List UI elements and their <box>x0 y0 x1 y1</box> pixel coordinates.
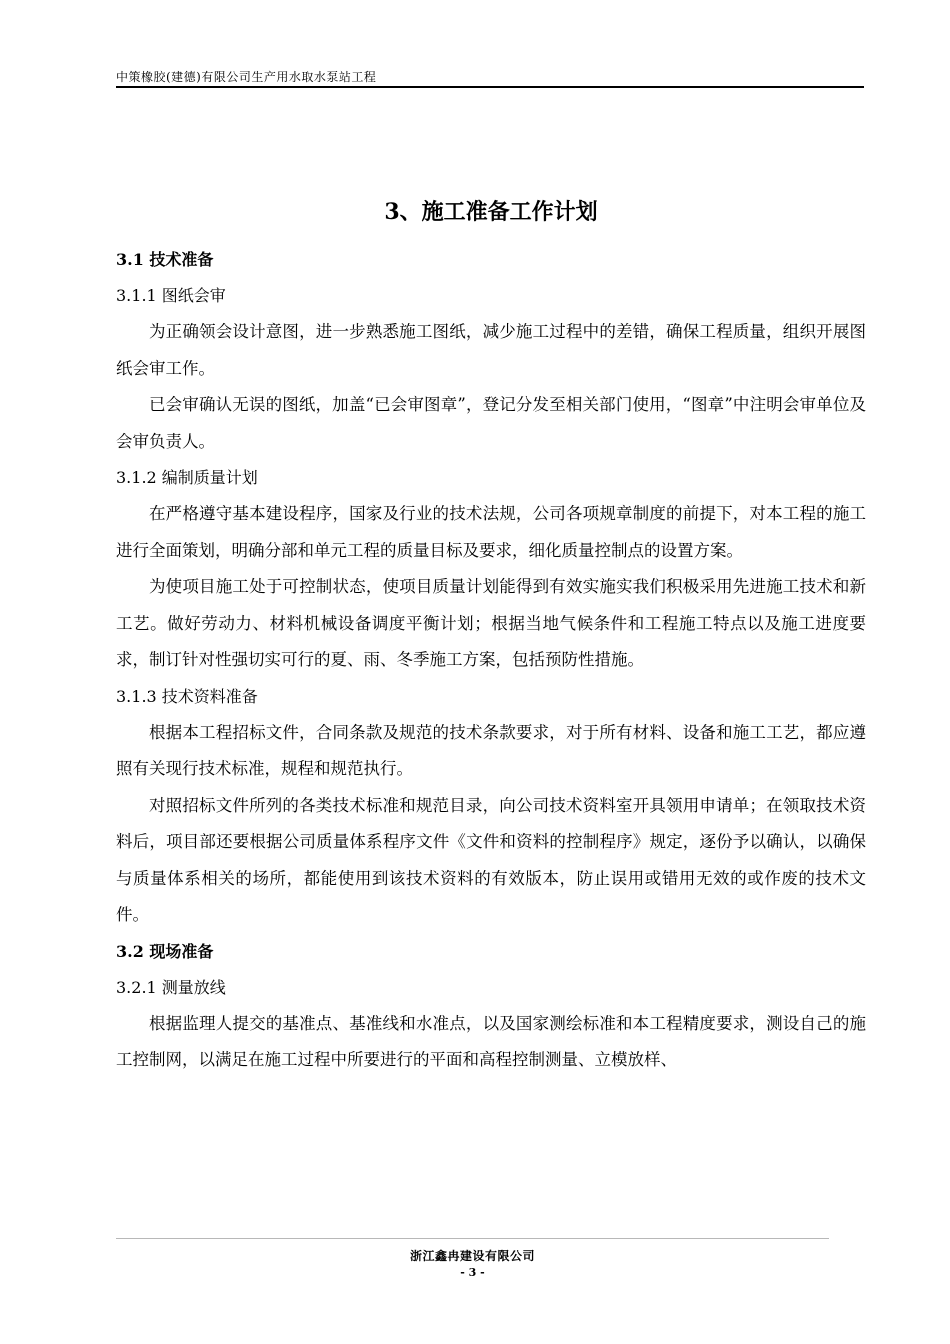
paragraph: 根据本工程招标文件，合同条款及规范的技术条款要求，对于所有材料、设备和施工工艺，都应遵照有关现行技术标准，规程和规范执行。 <box>116 722 866 778</box>
header-title: 中策橡胶(建德)有限公司生产用水取水泵站工程 <box>116 70 377 84</box>
header-rule <box>116 86 864 88</box>
heading-3-1-1: 3.1.1 图纸会审 <box>116 286 226 305</box>
paragraph: 根据监理人提交的基准点、基准线和水准点，以及国家测绘标准和本工程精度要求，测设自己的施工控制网，以满足在施工过程中所要进行的平面和高程控制测量、立模放样、 <box>116 1013 866 1069</box>
page-footer <box>116 1238 829 1279</box>
page-number: - 3 - <box>460 1266 485 1279</box>
paragraph: 在严格遵守基本建设程序，国家及行业的技术法规，公司各项规章制度的前提下，对本工程的施工进行全面策划，明确分部和单元工程的质量目标及要求，细化质量控制点的设置方案。 <box>116 504 866 560</box>
footer-company: 浙江鑫冉建设有限公司 <box>409 1249 535 1263</box>
heading-3-1-2: 3.1.2 编制质量计划 <box>116 468 258 487</box>
footer-rule <box>116 1238 829 1239</box>
heading-3-1: 3.1 技术准备 <box>116 250 214 269</box>
heading-3-1-3: 3.1.3 技术资料准备 <box>116 686 258 706</box>
page-header <box>116 66 864 88</box>
heading-3-2-1: 3.2.1 测量放线 <box>116 977 226 997</box>
paragraph: 已会审确认无误的图纸，加盖“已会审图章”，登记分发至相关部门使用，“图章”中注明会审单位及会审负责人。 <box>116 395 866 451</box>
section-title: 3、施工准备工作计划 <box>384 199 598 225</box>
heading-3-2: 3.2 现场准备 <box>116 941 214 961</box>
document-body <box>116 190 866 1079</box>
paragraph: 对照招标文件所列的各类技术标准和规范目录，向公司技术资料室开具领用申请单；在领取技术资料后，项目部还要根据公司质量体系程序文件《文件和资料的控制程序》规定，逐份予以确认，以确保与质量体系相关的场所，都能使用到该技术资料的有效版本，防止误用或错用无效的或作废的技术文件。 <box>116 795 866 924</box>
paragraph: 为使项目施工处于可控制状态，使项目质量计划能得到有效实施实我们积极采用先进施工技术和新工艺。做好劳动力、材料机械设备调度平衡计划；根据当地气候条件和工程施工特点以及施工进度要求，制订针对性强切实可行的夏、雨、冬季施工方案，包括预防性措施。 <box>116 577 866 669</box>
paragraph: 为正确领会设计意图，进一步熟悉施工图纸，减少施工过程中的差错，确保工程质量，组织开展图纸会审工作。 <box>116 322 866 378</box>
